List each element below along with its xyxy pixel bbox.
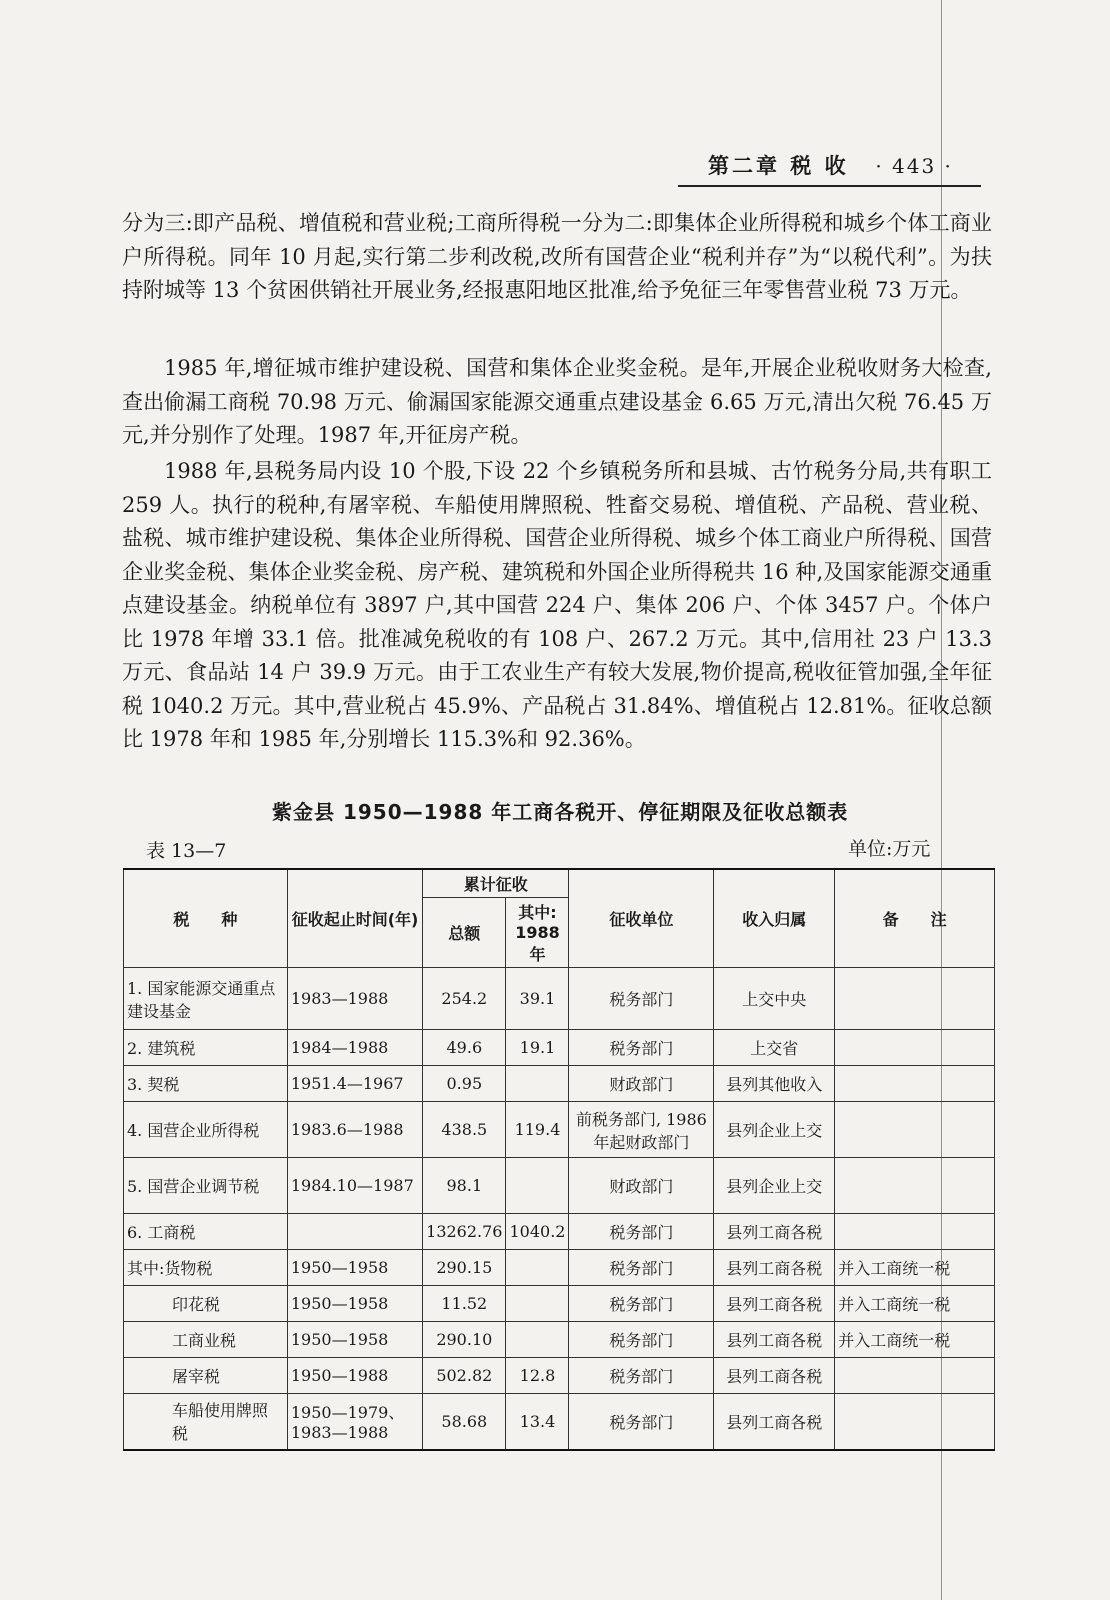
- page-number: · 443 ·: [875, 154, 953, 178]
- cell-collector: 税务部门: [569, 1394, 714, 1450]
- cell-collector: 税务部门: [569, 1322, 714, 1358]
- paragraph-1: [122, 207, 992, 308]
- cell-revenue: 县列工商各税: [714, 1250, 835, 1286]
- cell-1988: 13.4: [506, 1394, 569, 1450]
- cell-revenue: 县列其他收入: [714, 1066, 835, 1102]
- cell-note: [835, 1030, 995, 1066]
- cell-tax: 屠宰税: [124, 1358, 288, 1394]
- col-header-note: 备 注: [835, 869, 995, 968]
- col-header-period: 征收起止时间(年): [287, 869, 422, 968]
- cell-total: 49.6: [423, 1030, 506, 1066]
- cell-total: 98.1: [423, 1158, 506, 1214]
- cell-collector: 税务部门: [569, 1214, 714, 1250]
- cell-period: 1983—1988: [287, 968, 422, 1030]
- cell-note: [835, 1214, 995, 1250]
- cell-revenue: 上交中央: [714, 968, 835, 1030]
- col-header-collector: 征收单位: [569, 869, 714, 968]
- cell-collector: 税务部门: [569, 1286, 714, 1322]
- cell-tax: 1. 国家能源交通重点建设基金: [124, 968, 288, 1030]
- cell-revenue: 县列企业上交: [714, 1102, 835, 1158]
- table-row: [124, 1102, 995, 1158]
- cell-collector: 税务部门: [569, 1358, 714, 1394]
- cell-tax: 4. 国营企业所得税: [124, 1102, 288, 1158]
- cell-note: 并入工商统一税: [835, 1250, 995, 1286]
- cell-note: [835, 1394, 995, 1450]
- cell-revenue: 县列工商各税: [714, 1286, 835, 1322]
- table-row: [124, 1358, 995, 1394]
- cell-1988: 1040.2: [506, 1214, 569, 1250]
- cell-total: 438.5: [423, 1102, 506, 1158]
- col-header-cumulative: 累计征收: [423, 869, 569, 898]
- table-unit: 单位:万元: [848, 838, 931, 860]
- table-row: [124, 1394, 995, 1450]
- cell-period: [287, 1214, 422, 1250]
- paragraph-2: [122, 352, 992, 453]
- cell-total: 58.68: [423, 1394, 506, 1450]
- cell-1988: 39.1: [506, 968, 569, 1030]
- cell-total: 11.52: [423, 1286, 506, 1322]
- cell-note: [835, 968, 995, 1030]
- cell-revenue: 县列工商各税: [714, 1214, 835, 1250]
- cell-1988: 119.4: [506, 1102, 569, 1158]
- cell-tax: 其中:货物税: [124, 1250, 288, 1286]
- cell-tax: 印花税: [124, 1286, 288, 1322]
- cell-period: 1950—1958: [287, 1286, 422, 1322]
- table-row: [124, 1214, 995, 1250]
- cell-total: 290.10: [423, 1322, 506, 1358]
- cell-tax: 5. 国营企业调节税: [124, 1158, 288, 1214]
- cell-period: 1950—1958: [287, 1250, 422, 1286]
- cell-collector: 税务部门: [569, 1250, 714, 1286]
- cell-revenue: 县列工商各税: [714, 1394, 835, 1450]
- cell-period: 1984.10—1987: [287, 1158, 422, 1214]
- cell-note: [835, 1066, 995, 1102]
- cell-total: 290.15: [423, 1250, 506, 1286]
- cell-collector: 税务部门: [569, 1030, 714, 1066]
- cell-1988: [506, 1286, 569, 1322]
- cell-total: 502.82: [423, 1358, 506, 1394]
- cell-tax: 3. 契税: [124, 1066, 288, 1102]
- header-rule: [678, 185, 981, 187]
- paragraph-text: 1985 年,增征城市维护建设税、国营和集体企业奖金税。是年,开展企业税收财务大检查,查出偷漏工商税 70.98 万元、偷漏国家能源交通重点建设基金 6.65 万元,清出欠税 76.45 万元,并分别作了处理。1987 年,开征房产税。: [122, 356, 992, 447]
- cell-total: 254.2: [423, 968, 506, 1030]
- table-row: [124, 1322, 995, 1358]
- cell-note: [835, 1102, 995, 1158]
- col-header-revenue: 收入归属: [714, 869, 835, 968]
- table-row: [124, 1158, 995, 1214]
- cell-1988: 12.8: [506, 1358, 569, 1394]
- cell-note: 并入工商统一税: [835, 1286, 995, 1322]
- cell-total: 13262.76: [423, 1214, 506, 1250]
- table-row: [124, 968, 995, 1030]
- table-row: [124, 1030, 995, 1066]
- cell-period: 1950—1979、1983—1988: [287, 1394, 422, 1450]
- table-row: [124, 1250, 995, 1286]
- cell-collector: 前税务部门, 1986 年起财政部门: [569, 1102, 714, 1158]
- cell-period: 1950—1958: [287, 1322, 422, 1358]
- cell-tax: 2. 建筑税: [124, 1030, 288, 1066]
- col-header-tax: 税 种: [124, 869, 288, 968]
- cell-tax: 车船使用牌照税: [124, 1394, 288, 1450]
- cell-period: 1983.6—1988: [287, 1102, 422, 1158]
- cell-collector: 财政部门: [569, 1158, 714, 1214]
- table-number: 表 13—7: [146, 840, 227, 862]
- cell-1988: [506, 1322, 569, 1358]
- cell-revenue: 县列企业上交: [714, 1158, 835, 1214]
- cell-note: [835, 1358, 995, 1394]
- cell-tax: 工商业税: [124, 1322, 288, 1358]
- cell-total: 0.95: [423, 1066, 506, 1102]
- table-row: [124, 1066, 995, 1102]
- cell-collector: 财政部门: [569, 1066, 714, 1102]
- cell-revenue: 县列工商各税: [714, 1358, 835, 1394]
- cell-1988: [506, 1250, 569, 1286]
- cell-period: 1950—1988: [287, 1358, 422, 1394]
- cell-period: 1951.4—1967: [287, 1066, 422, 1102]
- cell-period: 1984—1988: [287, 1030, 422, 1066]
- col-header-1988: 其中: 1988年: [506, 898, 569, 968]
- paragraph-text: 分为三:即产品税、增值税和营业税;工商所得税一分为二:即集体企业所得税和城乡个体工商业户所得税。同年 10 月起,实行第二步利改税,改所有国营企业“税利并存”为“以税代利”。为扶持附城等 13 个贫困供销社开展业务,经报惠阳地区批准,给予免征三年零售营业税 73 万元。: [122, 211, 992, 302]
- cell-1988: [506, 1066, 569, 1102]
- cell-revenue: 县列工商各税: [714, 1322, 835, 1358]
- col-header-total: 总额: [423, 898, 506, 968]
- cell-note: 并入工商统一税: [835, 1322, 995, 1358]
- cell-tax: 6. 工商税: [124, 1214, 288, 1250]
- page-header: [708, 150, 953, 180]
- chapter-title: 第二章 税 收: [708, 154, 849, 178]
- cell-note: [835, 1158, 995, 1214]
- table-title: 紫金县 1950—1988 年工商各税开、停征期限及征收总额表: [272, 800, 849, 824]
- table-row: [124, 1286, 995, 1322]
- tax-table: [123, 868, 995, 1451]
- paragraph-3: [122, 455, 992, 757]
- cell-1988: [506, 1158, 569, 1214]
- paragraph-text: 1988 年,县税务局内设 10 个股,下设 22 个乡镇税务所和县城、古竹税务分局,共有职工 259 人。执行的税种,有屠宰税、车船使用牌照税、牲畜交易税、增值税、产品税、营业税、盐税、城市维护建设税、集体企业所得税、国营企业所得税、城乡个体工商业户所得税、国营企业奖金税、集体企业奖金税、房产税、建筑税和外国企业所得税共 16 种,及国家能源交通重点建设基金。纳税单位有 3897 户,其中国营 224 户、集体 206 户、个体 3457 户。个体户比 1978 年增 33.1 倍。批准减免税收的有 108 户、267.2 万元。其中,信用社 23 户 13.3 万元、食品站 14 户 39.9 万元。由于工农业生产有较大发展,物价提高,税收征管加强,全年征税 1040.2 万元。其中,营业税占 45.9%、产品税占 31.84%、增值税占 12.81%。征收总额比 1978 年和 1985 年,分别增长 115.3%和 92.36%。: [122, 459, 992, 751]
- cell-collector: 税务部门: [569, 968, 714, 1030]
- cell-1988: 19.1: [506, 1030, 569, 1066]
- cell-revenue: 上交省: [714, 1030, 835, 1066]
